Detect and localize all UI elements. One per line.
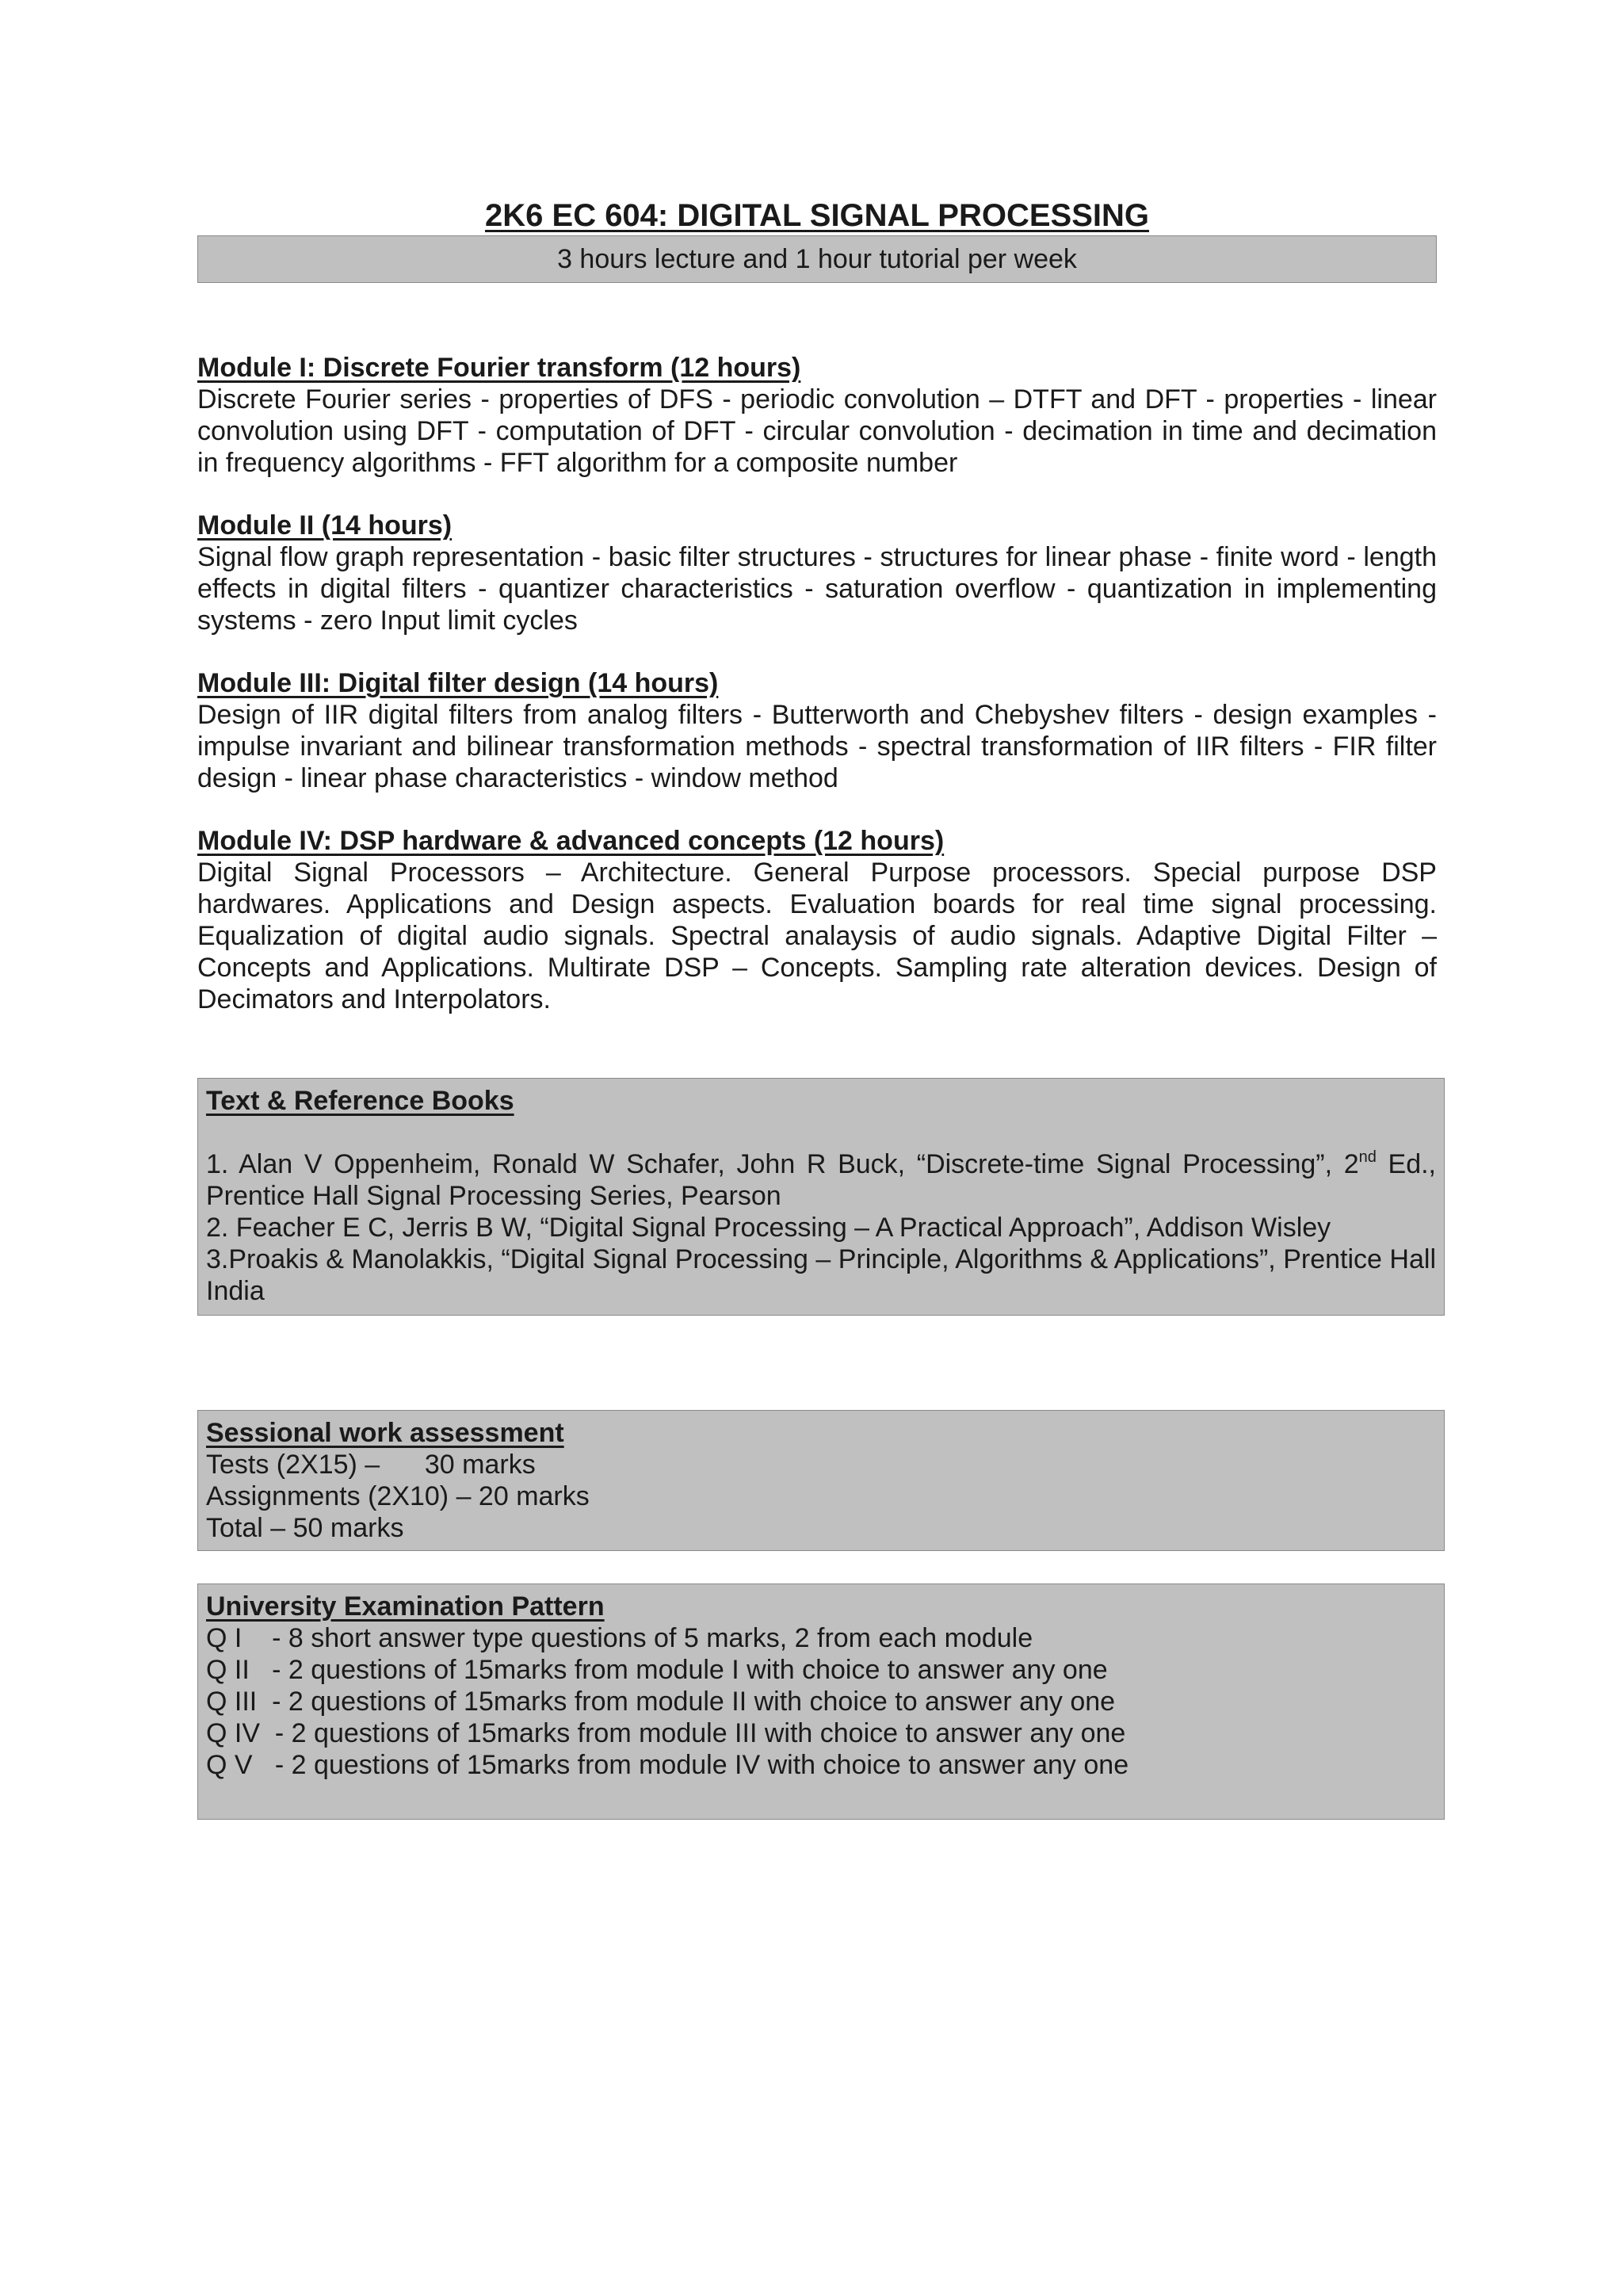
module-2-body: Signal flow graph representation - basic filter structures - structures for linear phase - finite word - length effects in digital filters - quantizer characteristics - saturation overflow - quantization in implementing systems - zero Input limit cycles: [197, 542, 1437, 636]
reference-book-3: 3.Proakis & Manolakkis, “Digital Signal Processing – Principle, Algorithms & Applications”, Prentice Hall India: [206, 1244, 1436, 1306]
sessional-assessment-box: [197, 1410, 1445, 1551]
reference-book-2: 2. Feacher E C, Jerris B W, “Digital Signal Processing – A Practical Approach”, Addison Wisley: [206, 1213, 1331, 1243]
reference-books-box: [197, 1078, 1445, 1316]
module-3-heading: Module III: Digital filter design (14 hours): [197, 668, 719, 698]
course-hours-band: 3 hours lecture and 1 hour tutorial per week: [197, 235, 1437, 283]
module-4-heading: Module IV: DSP hardware & advanced concepts (12 hours): [197, 826, 945, 856]
exam-question-line: Q IV - 2 questions of 15marks from module III with choice to answer any one: [206, 1718, 1126, 1748]
module-1-body: Discrete Fourier series - properties of DFS - periodic convolution – DTFT and DFT - properties - linear convolution using DFT - computation of DFT - circular convolution - decimation in time and decimation in frequency algorithms - FFT algorithm for a composite number: [197, 384, 1437, 478]
module-3-body: Design of IIR digital filters from analog filters - Butterworth and Chebyshev filters - design examples - impulse invariant and bilinear transformation methods - spectral transformation of IIR filters - FIR filter design - linear phase characteristics - window method: [197, 700, 1437, 793]
sessional-line: Tests (2X15) – 30 marks: [206, 1450, 536, 1480]
module-1-heading: Module I: Discrete Fourier transform (12 hours): [197, 353, 801, 383]
exam-pattern-box: [197, 1584, 1445, 1820]
course-title: 2K6 EC 604: DIGITAL SIGNAL PROCESSING: [485, 198, 1149, 233]
exam-question-line: Q I - 8 short answer type questions of 5 marks, 2 from each module: [206, 1623, 1033, 1653]
reference-books-heading: Text & Reference Books: [206, 1086, 514, 1116]
reference-book-1: 1. Alan V Oppenheim, Ronald W Schafer, John R Buck, “Discrete-time Signal Processing”, 2nd Ed., Prentice Hall Signal Processing Series, Pearson: [206, 1148, 1436, 1211]
exam-question-line: Q V - 2 questions of 15marks from module IV with choice to answer any one: [206, 1750, 1129, 1780]
sessional-line: Assignments (2X10) – 20 marks: [206, 1481, 590, 1511]
module-1: [197, 352, 1437, 479]
sessional-line: Total – 50 marks: [206, 1513, 404, 1543]
module-4: [197, 825, 1437, 1015]
exam-pattern-heading: University Examination Pattern: [206, 1591, 605, 1622]
module-2: [197, 510, 1437, 636]
module-2-heading: Module II (14 hours): [197, 510, 453, 541]
exam-question-line: Q III - 2 questions of 15marks from module II with choice to answer any one: [206, 1687, 1116, 1717]
sessional-assessment-heading: Sessional work assessment: [206, 1418, 564, 1448]
module-3: [197, 667, 1437, 794]
module-4-body: Digital Signal Processors – Architecture. General Purpose processors. Special purpose DSP hardwares. Applications and Design aspects. Evaluation boards for real time signal processing. Equalization of digital audio signals. Spectral analaysis of audio signals. Adaptive Digital Filter – Concepts and Applications. Multirate DSP – Concepts. Sampling rate alteration devices. Design of Decimators and Interpolators.: [197, 858, 1437, 1014]
exam-question-line: Q II - 2 questions of 15marks from module I with choice to answer any one: [206, 1655, 1108, 1685]
